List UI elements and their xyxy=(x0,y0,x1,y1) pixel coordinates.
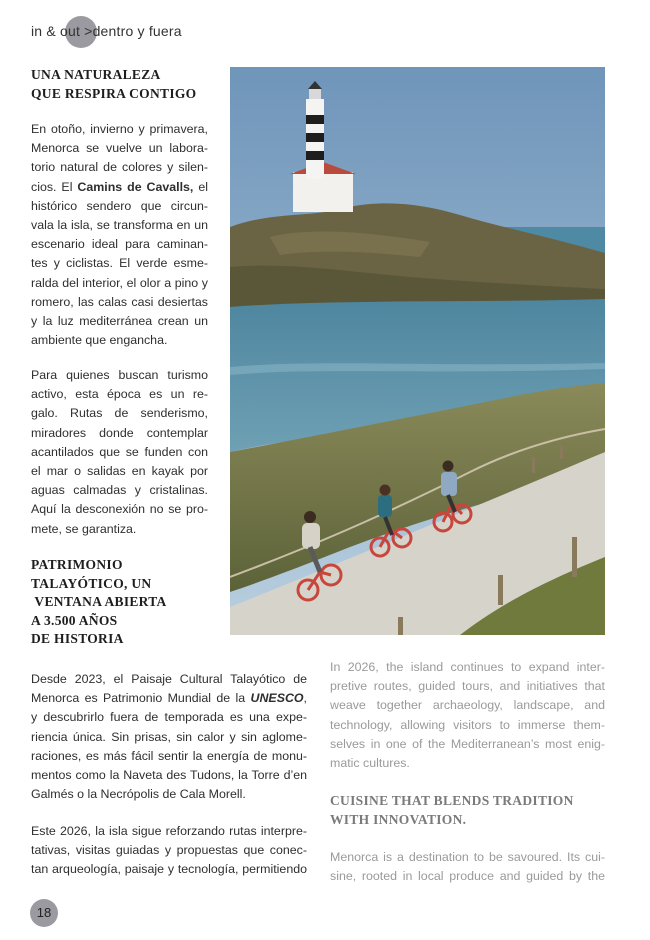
section1-heading xyxy=(31,66,196,103)
english-paragraph-1 xyxy=(330,658,605,773)
text-line: histórico sendero que circun- xyxy=(31,198,208,213)
text-line: weave together archaeology, landscape, and xyxy=(330,698,605,713)
heading-line: VENTANA ABIERTA xyxy=(31,594,167,609)
text-line: pretive routes, guided tours, and initiatives that xyxy=(330,679,605,694)
lighthouse-cyclists-photo xyxy=(230,67,605,635)
text-run: el xyxy=(193,179,208,194)
text-line xyxy=(31,178,208,197)
text-line: galo. Rutas de senderismo, xyxy=(31,406,208,421)
heading-line: UNA NATURALEZA xyxy=(31,67,161,82)
heading-line: DE HISTORIA xyxy=(31,631,124,646)
heading-line: WITH INNOVATION. xyxy=(330,811,467,827)
text-line: mentos como la Naveta des Tudons, la Torre d’en xyxy=(31,768,307,783)
heading-line: QUE RESPIRA CONTIGO xyxy=(31,85,197,101)
text-line: Para quienes buscan turismo xyxy=(31,368,208,382)
text-line: tan arqueología, paisaje y tecnología, permitiendo xyxy=(31,862,307,877)
heading-line: A 3.500 AÑOS xyxy=(31,612,118,628)
photo-illustration xyxy=(230,67,605,635)
camins-de-cavalls-bold: Camins de Cavalls, xyxy=(77,179,194,194)
text-line: romero, las calas casi desiertas xyxy=(31,294,208,309)
text-line: Este 2026, la isla sigue reforzando rutas interpre- xyxy=(31,824,307,838)
text-line: activo, esta época es un re- xyxy=(31,387,208,402)
text-line: Menorca se vuelve un labora- xyxy=(31,141,208,156)
section2-paragraph-2 xyxy=(31,822,307,880)
text-line: Desde 2023, el Paisaje Cultural Talayótico de xyxy=(31,672,307,686)
text-line: vala la isla, se transforma en un xyxy=(31,218,208,233)
text-line: y la luz mediterránea crean un xyxy=(31,314,208,329)
english-heading xyxy=(330,792,574,829)
section2-heading xyxy=(31,556,167,649)
text-line: In 2026, the island continues to expand inter- xyxy=(330,660,605,674)
section2-paragraph-1 xyxy=(31,670,307,804)
text-line: mete, se garantiza. xyxy=(31,521,137,536)
section1-paragraph-2 xyxy=(31,366,208,539)
text-line: tes y ciclistas. El verde esme- xyxy=(31,256,208,271)
text-line: ambiente que engancha. xyxy=(31,333,168,348)
text-line xyxy=(31,689,307,708)
heading-line: TALAYÓTICO, UN xyxy=(31,575,152,591)
text-run: Menorca es Patrimonio Mundial de la xyxy=(31,691,251,706)
text-line: y descubrirlo fuera de temporada es una expe- xyxy=(31,710,307,725)
heading-line: PATRIMONIO xyxy=(31,557,123,572)
text-line: technology, allowing visitors to immerse them- xyxy=(330,717,605,732)
text-line: acantilados que se funden con xyxy=(31,444,208,459)
text-line: escenario ideal para caminan- xyxy=(31,237,208,252)
text-line: matic cultures. xyxy=(330,756,410,771)
header-section: dentro y fuera xyxy=(92,23,182,39)
text-run: , xyxy=(303,691,307,706)
text-line: miradores donde contemplar xyxy=(31,425,208,440)
english-paragraph-2 xyxy=(330,848,605,886)
unesco-emphasis: UNESCO xyxy=(250,691,304,706)
text-line: torio natural de colores y silen- xyxy=(31,160,208,175)
text-line: Aquí la desconexión no se pro- xyxy=(31,502,208,517)
page-number: 18 xyxy=(36,905,52,920)
header-brand: in & out xyxy=(31,23,81,39)
header-separator: > xyxy=(84,23,93,39)
text-line: En otoño, invierno y primavera, xyxy=(31,122,208,136)
text-line: Galmés o la Necrópolis de Cala Morell. xyxy=(31,787,246,802)
text-run: cios. El xyxy=(31,179,78,194)
section1-paragraph-1 xyxy=(31,120,208,350)
heading-line: CUISINE THAT BLENDS TRADITION xyxy=(330,793,574,808)
text-line: sine, rooted in local produce and guided by the xyxy=(330,869,605,884)
text-line: Menorca is a destination to be savoured. Its cui- xyxy=(330,850,605,864)
text-line: tativas, visitas guiadas y propuestas que conec- xyxy=(31,843,307,858)
text-line: raciones, es más fácil sentir la energía de monu- xyxy=(31,748,307,763)
text-line: riencia única. Sin prisas, sin calor y sin aglome- xyxy=(31,729,307,744)
text-line: aguas calmadas y cristalinas. xyxy=(31,483,208,498)
header-breadcrumb xyxy=(31,23,182,39)
text-line: selves in one of the Mediterranean’s most enig- xyxy=(330,736,605,751)
text-line: el mar o salidas en kayak por xyxy=(31,464,208,479)
text-line: ralda del interior, el olor a pino y xyxy=(31,275,208,290)
